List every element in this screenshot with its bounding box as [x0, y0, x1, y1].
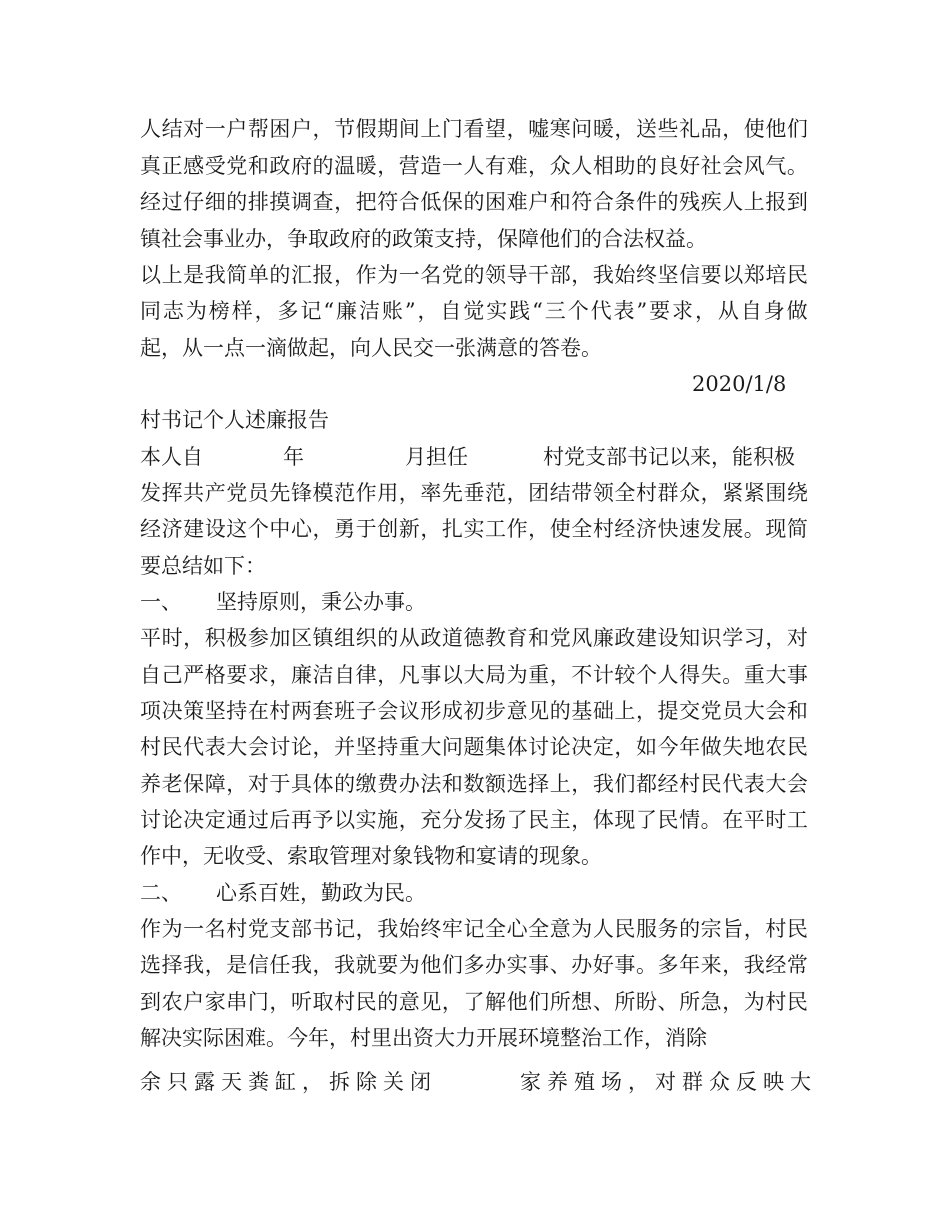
- text-line: 讨 论 决 定 通 过 后 再 予 以 实 施 ， 充 分 发 扬 了 民 主 ， 体 现 了 民 情 。 在 平 时 工: [140, 808, 808, 832]
- intro-segment: 月担任: [405, 445, 468, 469]
- last-line: [140, 1069, 817, 1095]
- document-title: 村书记个人述廉报告: [140, 408, 329, 432]
- text-line: 要总结如下：: [140, 554, 266, 578]
- text-line: 同 志 为 榜 样 ， 多 记 “ 廉 洁 账 ” ， 自 觉 实 践 “ 三 个 代 表 ” 要 求 ， 从 自 身 做: [140, 299, 808, 323]
- text-line: 作中，无收受、索取管理对象钱物和宴请的现象。: [140, 844, 602, 868]
- text-line: 真 正 感 受 党 和 政 府 的 温 暖 ， 营 造 一 人 有 难 ， 众 人 相 助 的 良 好 社 会 风 气 。: [140, 154, 808, 178]
- text-line: 人 结 对 一 户 帮 困 户 ， 节 假 期 间 上 门 看 望 ， 嘘 寒 问 暖 ， 送 些 礼 品 ， 使 他 们: [140, 117, 808, 141]
- text-line: 以 上 是 我 简 单 的 汇 报 ， 作 为 一 名 党 的 领 导 干 部 ， 我 始 终 坚 信 要 以 郑 培 民: [140, 263, 808, 287]
- text-line: 村 民 代 表 大 会 讨 论 ， 并 坚 持 重 大 问 题 集 体 讨 论 决 定 ， 如 今 年 做 失 地 农 民: [140, 735, 808, 759]
- text-line: 起，从一点一滴做起，向人民交一张满意的答卷。: [140, 336, 602, 360]
- section-heading: [140, 589, 808, 615]
- text-line: 镇社会事业办，争取政府的政策支持，保障他们的合法权益。: [140, 227, 707, 251]
- text-line: 项 决 策 坚 持 在 村 两 套 班 子 会 议 形 成 初 步 意 见 的 基 础 上 ， 提 交 党 员 大 会 和: [140, 699, 808, 723]
- last-line-segment: 家养殖场，对群众反映大: [520, 1070, 817, 1094]
- section-heading: [140, 880, 808, 906]
- text-line: 作 为 一 名 村 党 支 部 书 记 ， 我 始 终 牢 记 全 心 全 意 为 人 民 服 务 的 宗 旨 ， 村 民: [140, 917, 808, 941]
- text-line: 解决实际困难。今年，村里出资大力开展环境整治工作，消除: [140, 1026, 707, 1050]
- document-date: 2020/1/8: [692, 372, 787, 396]
- section-title: 心系百姓，勤政为民。: [216, 881, 426, 905]
- text-line: 平 时 ， 积 极 参 加 区 镇 组 织 的 从 政 道 德 教 育 和 党 风 廉 政 建 设 知 识 学 习 ， 对: [140, 626, 808, 650]
- intro-first-line: [140, 444, 808, 470]
- text-line: 经 济 建 设 这 个 中 心 ， 勇 于 创 新 ， 扎 实 工 作 ， 使 全 村 经 济 快 速 发 展 。 现 简: [140, 517, 808, 541]
- text-line: 经 过 仔 细 的 排 摸 调 查 ， 把 符 合 低 保 的 困 难 户 和 符 合 条 件 的 残 疾 人 上 报 到: [140, 190, 808, 214]
- intro-segment: 年: [283, 445, 304, 469]
- section-title: 坚持原则，秉公办事。: [216, 590, 426, 614]
- section-number: 二、: [140, 881, 182, 905]
- text-line: 选 择 我 ， 是 信 任 我 ， 我 就 要 为 他 们 多 办 实 事 、 办 好 事 。 多 年 来 ， 我 经 常: [140, 953, 808, 977]
- intro-segment: 本人自: [140, 445, 203, 469]
- text-line: 养 老 保 障 ， 对 于 具 体 的 缴 费 办 法 和 数 额 选 择 上 ， 我 们 都 经 村 民 代 表 大 会: [140, 772, 808, 796]
- text-line: 发 挥 共 产 党 员 先 锋 模 范 作 用 ， 率 先 垂 范 ， 团 结 带 领 全 村 群 众 ， 紧 紧 围 绕: [140, 481, 808, 505]
- intro-segment: 村党支部书记以来，能积极: [543, 445, 795, 469]
- text-line: 自 己 严 格 要 求 ， 廉 洁 自 律 ， 凡 事 以 大 局 为 重 ， 不 计 较 个 人 得 失 。 重 大 事: [140, 663, 808, 687]
- last-line-segment: 余只露天粪缸，拆除关闭: [140, 1070, 437, 1094]
- section-number: 一、: [140, 590, 182, 614]
- text-line: 到 农 户 家 串 门 ， 听 取 村 民 的 意 见 ， 了 解 他 们 所 想 、 所 盼 、 所 急 ， 为 村 民: [140, 990, 808, 1014]
